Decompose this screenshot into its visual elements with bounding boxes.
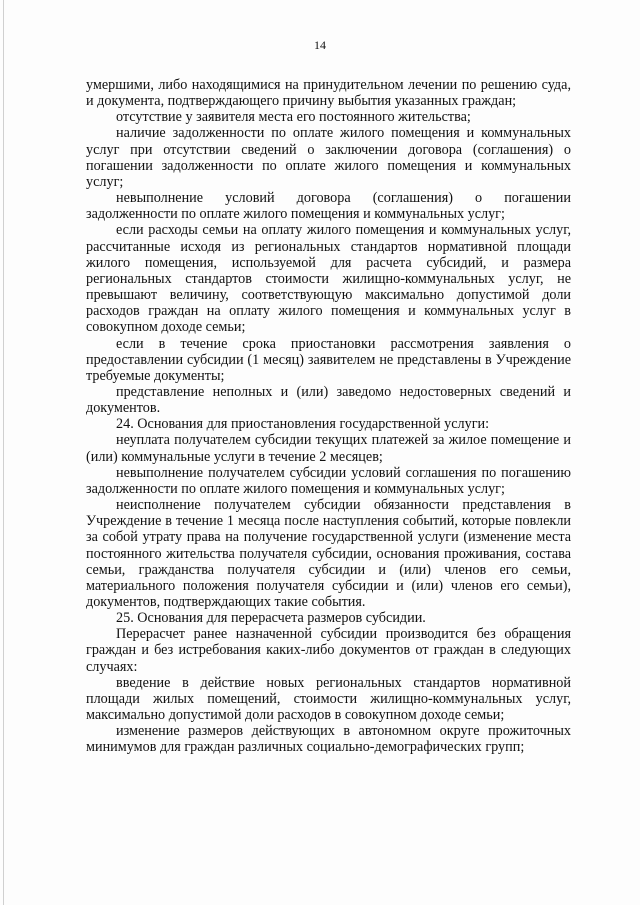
paragraph: изменение размеров действующих в автономном округе прожиточных минимумов для граждан различных социально-демографических групп;	[86, 723, 571, 756]
paragraph-continuation: умершими, либо находящимися на принудительном лечении по решению суда, и документа, подтверждающего причину выбытия указанных граждан;	[86, 77, 571, 110]
paragraph: представление неполных и (или) заведомо недостоверных сведений и документов.	[86, 383, 571, 417]
paragraph: невыполнение получателем субсидии условий соглашения по погашению задолженности по оплате жилого помещения и коммунальных услуг;	[86, 464, 571, 497]
paragraph: отсутствие у заявителя места его постоянного жительства;	[116, 109, 471, 126]
paragraph: неуплата получателем субсидии текущих платежей за жилое помещение и (или) коммунальные услуги в течение 2 месяцев;	[86, 432, 571, 465]
section-heading-24: 24. Основания для приостановления государственной услуги:	[116, 416, 490, 433]
paragraph: неисполнение получателем субсидии обязанности представления в Учреждение в течение 1 месяца после наступления событий, которые повлекли за собой утрату права на получение государственной услуги (изменение места постоянного жительства получателя субсидии, основания проживания, состава семьи, гражданства получателя субсидии и (или) членов его семьи, материального положения получателя субсидии и (или) членов его семьи), документов, подтверждающих такие события.	[86, 497, 571, 610]
paragraph: наличие задолженности по оплате жилого помещения и коммунальных услуг при отсутствии сведений о заключении договора (соглашения) о погашении задолженности по оплате жилого помещения и коммунальных услуг;	[86, 125, 571, 190]
paragraph: введение в действие новых региональных стандартов нормативной площади жилых помещений, стоимости жилищно-коммунальных услуг, максимально допустимой доли расходов в совокупном доходе семьи;	[86, 674, 571, 724]
paragraph: невыполнение условий договора (соглашения) о погашении задолженности по оплате жилого помещения и коммунальных услуг;	[86, 190, 571, 223]
body-text	[86, 77, 571, 756]
scan-edge	[3, 0, 4, 905]
paragraph: если в течение срока приостановки рассмотрения заявления о предоставлении субсидии (1 месяц) заявителем не представлены в Учреждение требуемые документы;	[86, 335, 571, 384]
page-number: 14	[314, 38, 326, 52]
section-heading-25: 25. Основания для перерасчета размеров субсидии.	[116, 610, 426, 627]
paragraph: Перерасчет ранее назначенной субсидии производится без обращения граждан и без истребования каких-либо документов от граждан в следующих случаях:	[86, 626, 571, 675]
paragraph: если расходы семьи на оплату жилого помещения и коммунальных услуг, рассчитанные исходя из региональных стандартов нормативной площади жилого помещения, используемой для расчета субсидий, и размера региональных стандартов стоимости жилищно-коммунальных услуг, не превышают величину, соответствующую максимально допустимой доли расходов граждан на оплату жилого помещения и коммунальных услуг в совокупном доходе семьи;	[86, 222, 571, 336]
